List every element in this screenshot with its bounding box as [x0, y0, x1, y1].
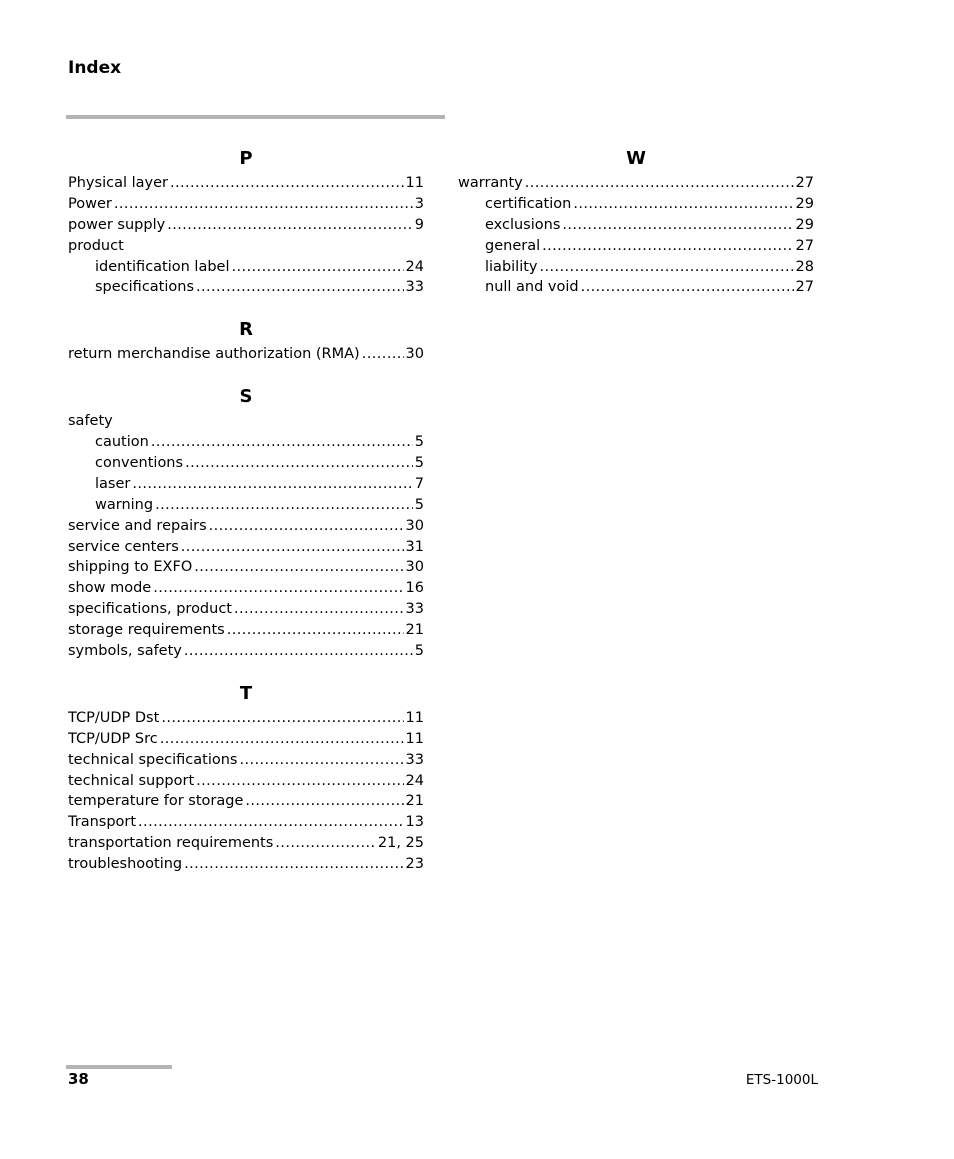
index-section: [68, 682, 424, 875]
index-entry: [68, 578, 424, 599]
index-entry: [68, 791, 424, 812]
index-entry: [68, 833, 424, 854]
index-entry: [68, 344, 424, 365]
entry-term: null and void: [485, 279, 579, 296]
dot-leader: [275, 833, 376, 854]
entry-pages: 23: [405, 856, 424, 873]
index-subentry: [458, 236, 814, 257]
header-divider: [66, 115, 445, 119]
dot-leader: [227, 620, 404, 641]
index-subentry: [68, 277, 424, 298]
index-entry: [68, 194, 424, 215]
dot-leader: [196, 771, 403, 792]
entry-pages: 21: [405, 793, 424, 810]
entry-pages: 30: [405, 346, 424, 363]
entry-term: exclusions: [485, 216, 561, 233]
index-section: [68, 385, 424, 662]
index-entry: [68, 729, 424, 750]
entry-term: certification: [485, 195, 572, 212]
dot-leader: [160, 729, 404, 750]
dot-leader: [209, 516, 404, 537]
entry-term: power supply: [68, 216, 166, 233]
entry-pages: 28: [795, 258, 814, 275]
entry-term: TCP/UDP Dst: [68, 709, 160, 726]
index-entry: [68, 708, 424, 729]
index-subentry: [68, 257, 424, 278]
index-column-left: [68, 147, 424, 895]
entry-term: safety: [68, 413, 113, 430]
entry-term: conventions: [95, 455, 184, 472]
dot-leader: [562, 215, 793, 236]
entry-term: troubleshooting: [68, 856, 183, 873]
dot-leader: [194, 557, 403, 578]
index-section: [68, 318, 424, 365]
dot-leader: [540, 257, 794, 278]
index-entry: [68, 771, 424, 792]
entry-pages: 13: [405, 814, 424, 831]
entry-term: temperature for storage: [68, 793, 244, 810]
entry-pages: 11: [405, 709, 424, 726]
index-entry: [68, 599, 424, 620]
index-entry: [68, 236, 424, 257]
dot-leader: [153, 578, 403, 599]
entry-pages: 9: [414, 216, 424, 233]
index-entry: [68, 854, 424, 875]
index-section: [68, 147, 424, 298]
dot-leader: [525, 173, 794, 194]
dot-leader: [196, 277, 404, 298]
dot-leader: [114, 194, 413, 215]
dot-leader: [245, 791, 403, 812]
entry-term: caution: [95, 434, 149, 451]
entry-term: specifications: [95, 279, 195, 296]
entry-term: liability: [485, 258, 538, 275]
entry-term: symbols, safety: [68, 643, 182, 660]
dot-leader: [362, 344, 404, 365]
dot-leader: [155, 495, 413, 516]
entry-pages: 5: [414, 455, 424, 472]
section-letter: P: [239, 148, 253, 169]
section-letter: S: [239, 386, 253, 408]
entry-pages: 33: [405, 751, 424, 768]
dot-leader: [542, 236, 793, 257]
entry-pages: 33: [405, 601, 424, 618]
entry-term: specifications, product: [68, 601, 232, 618]
entry-pages: 11: [405, 730, 424, 747]
index-section: [458, 147, 814, 298]
dot-leader: [232, 257, 404, 278]
entry-term: product: [68, 237, 124, 254]
dot-leader: [167, 215, 413, 236]
index-entry: [458, 173, 814, 194]
page-title: Index: [68, 58, 122, 78]
dot-leader: [581, 277, 794, 298]
entry-term: technical specifications: [68, 751, 238, 768]
entry-term: laser: [95, 475, 131, 492]
index-subentry: [68, 474, 424, 495]
entry-pages: 29: [795, 195, 814, 212]
page-number: 38: [68, 1070, 89, 1088]
dot-leader: [151, 432, 413, 453]
index-subentry: [68, 432, 424, 453]
index-subentry: [68, 453, 424, 474]
dot-leader: [234, 599, 404, 620]
entry-pages: 21: [405, 622, 424, 639]
entry-term: service centers: [68, 538, 179, 555]
entry-pages: 31: [405, 538, 424, 555]
index-entry: [68, 516, 424, 537]
index-entry: [68, 812, 424, 833]
entry-pages: 21, 25: [377, 835, 424, 852]
entry-term: general: [485, 237, 541, 254]
entry-term: identification label: [95, 258, 230, 275]
index-subentry: [458, 277, 814, 298]
entry-pages: 27: [795, 237, 814, 254]
index-column-right: [458, 147, 814, 318]
dot-leader: [170, 173, 404, 194]
entry-term: service and repairs: [68, 517, 207, 534]
entry-term: Transport: [68, 814, 137, 831]
entry-pages: 30: [405, 517, 424, 534]
entry-pages: 24: [405, 258, 424, 275]
entry-term: storage requirements: [68, 622, 225, 639]
entry-pages: 5: [414, 496, 424, 513]
index-entry: [68, 537, 424, 558]
document-name: ETS-1000L: [745, 1072, 818, 1088]
index-entry: [68, 641, 424, 662]
entry-pages: 16: [405, 580, 424, 597]
index-subentry: [68, 495, 424, 516]
entry-pages: 27: [795, 175, 814, 191]
entry-pages: 27: [795, 279, 814, 296]
entry-pages: 5: [414, 434, 424, 451]
entry-pages: 11: [405, 175, 424, 191]
index-subentry: [458, 194, 814, 215]
entry-term: warning: [95, 496, 154, 513]
section-letter: R: [239, 319, 253, 341]
entry-term: Power: [68, 195, 112, 212]
entry-term: shipping to EXFO: [68, 559, 193, 576]
section-letter: W: [626, 148, 646, 169]
entry-pages: 7: [414, 475, 424, 492]
dot-leader: [573, 194, 793, 215]
entry-term: return merchandise authorization (RMA): [68, 346, 360, 363]
index-entry: [68, 620, 424, 641]
entry-term: transportation requirements: [68, 835, 274, 852]
dot-leader: [132, 474, 412, 495]
entry-term: show mode: [68, 580, 152, 597]
entry-term: Physical layer: [68, 175, 168, 191]
dot-leader: [184, 641, 413, 662]
entry-pages: 30: [405, 559, 424, 576]
section-letter: T: [239, 682, 253, 704]
entry-pages: 29: [795, 216, 814, 233]
dot-leader: [185, 453, 413, 474]
entry-pages: 3: [414, 195, 424, 212]
index-entry: [68, 557, 424, 578]
dot-leader: [161, 708, 403, 729]
entry-pages: 5: [414, 643, 424, 660]
index-entry: [68, 411, 424, 432]
index-subentry: [458, 215, 814, 236]
dot-leader: [184, 854, 403, 875]
dot-leader: [239, 750, 403, 771]
entry-pages: 24: [405, 772, 424, 789]
index-entry: [68, 173, 424, 194]
entry-term: warranty: [458, 175, 523, 191]
index-entry: [68, 215, 424, 236]
index-subentry: [458, 257, 814, 278]
entry-term: TCP/UDP Src: [68, 730, 158, 747]
dot-leader: [181, 537, 404, 558]
dot-leader: [138, 812, 404, 833]
entry-term: technical support: [68, 772, 195, 789]
index-entry: [68, 750, 424, 771]
entry-pages: 33: [405, 279, 424, 296]
